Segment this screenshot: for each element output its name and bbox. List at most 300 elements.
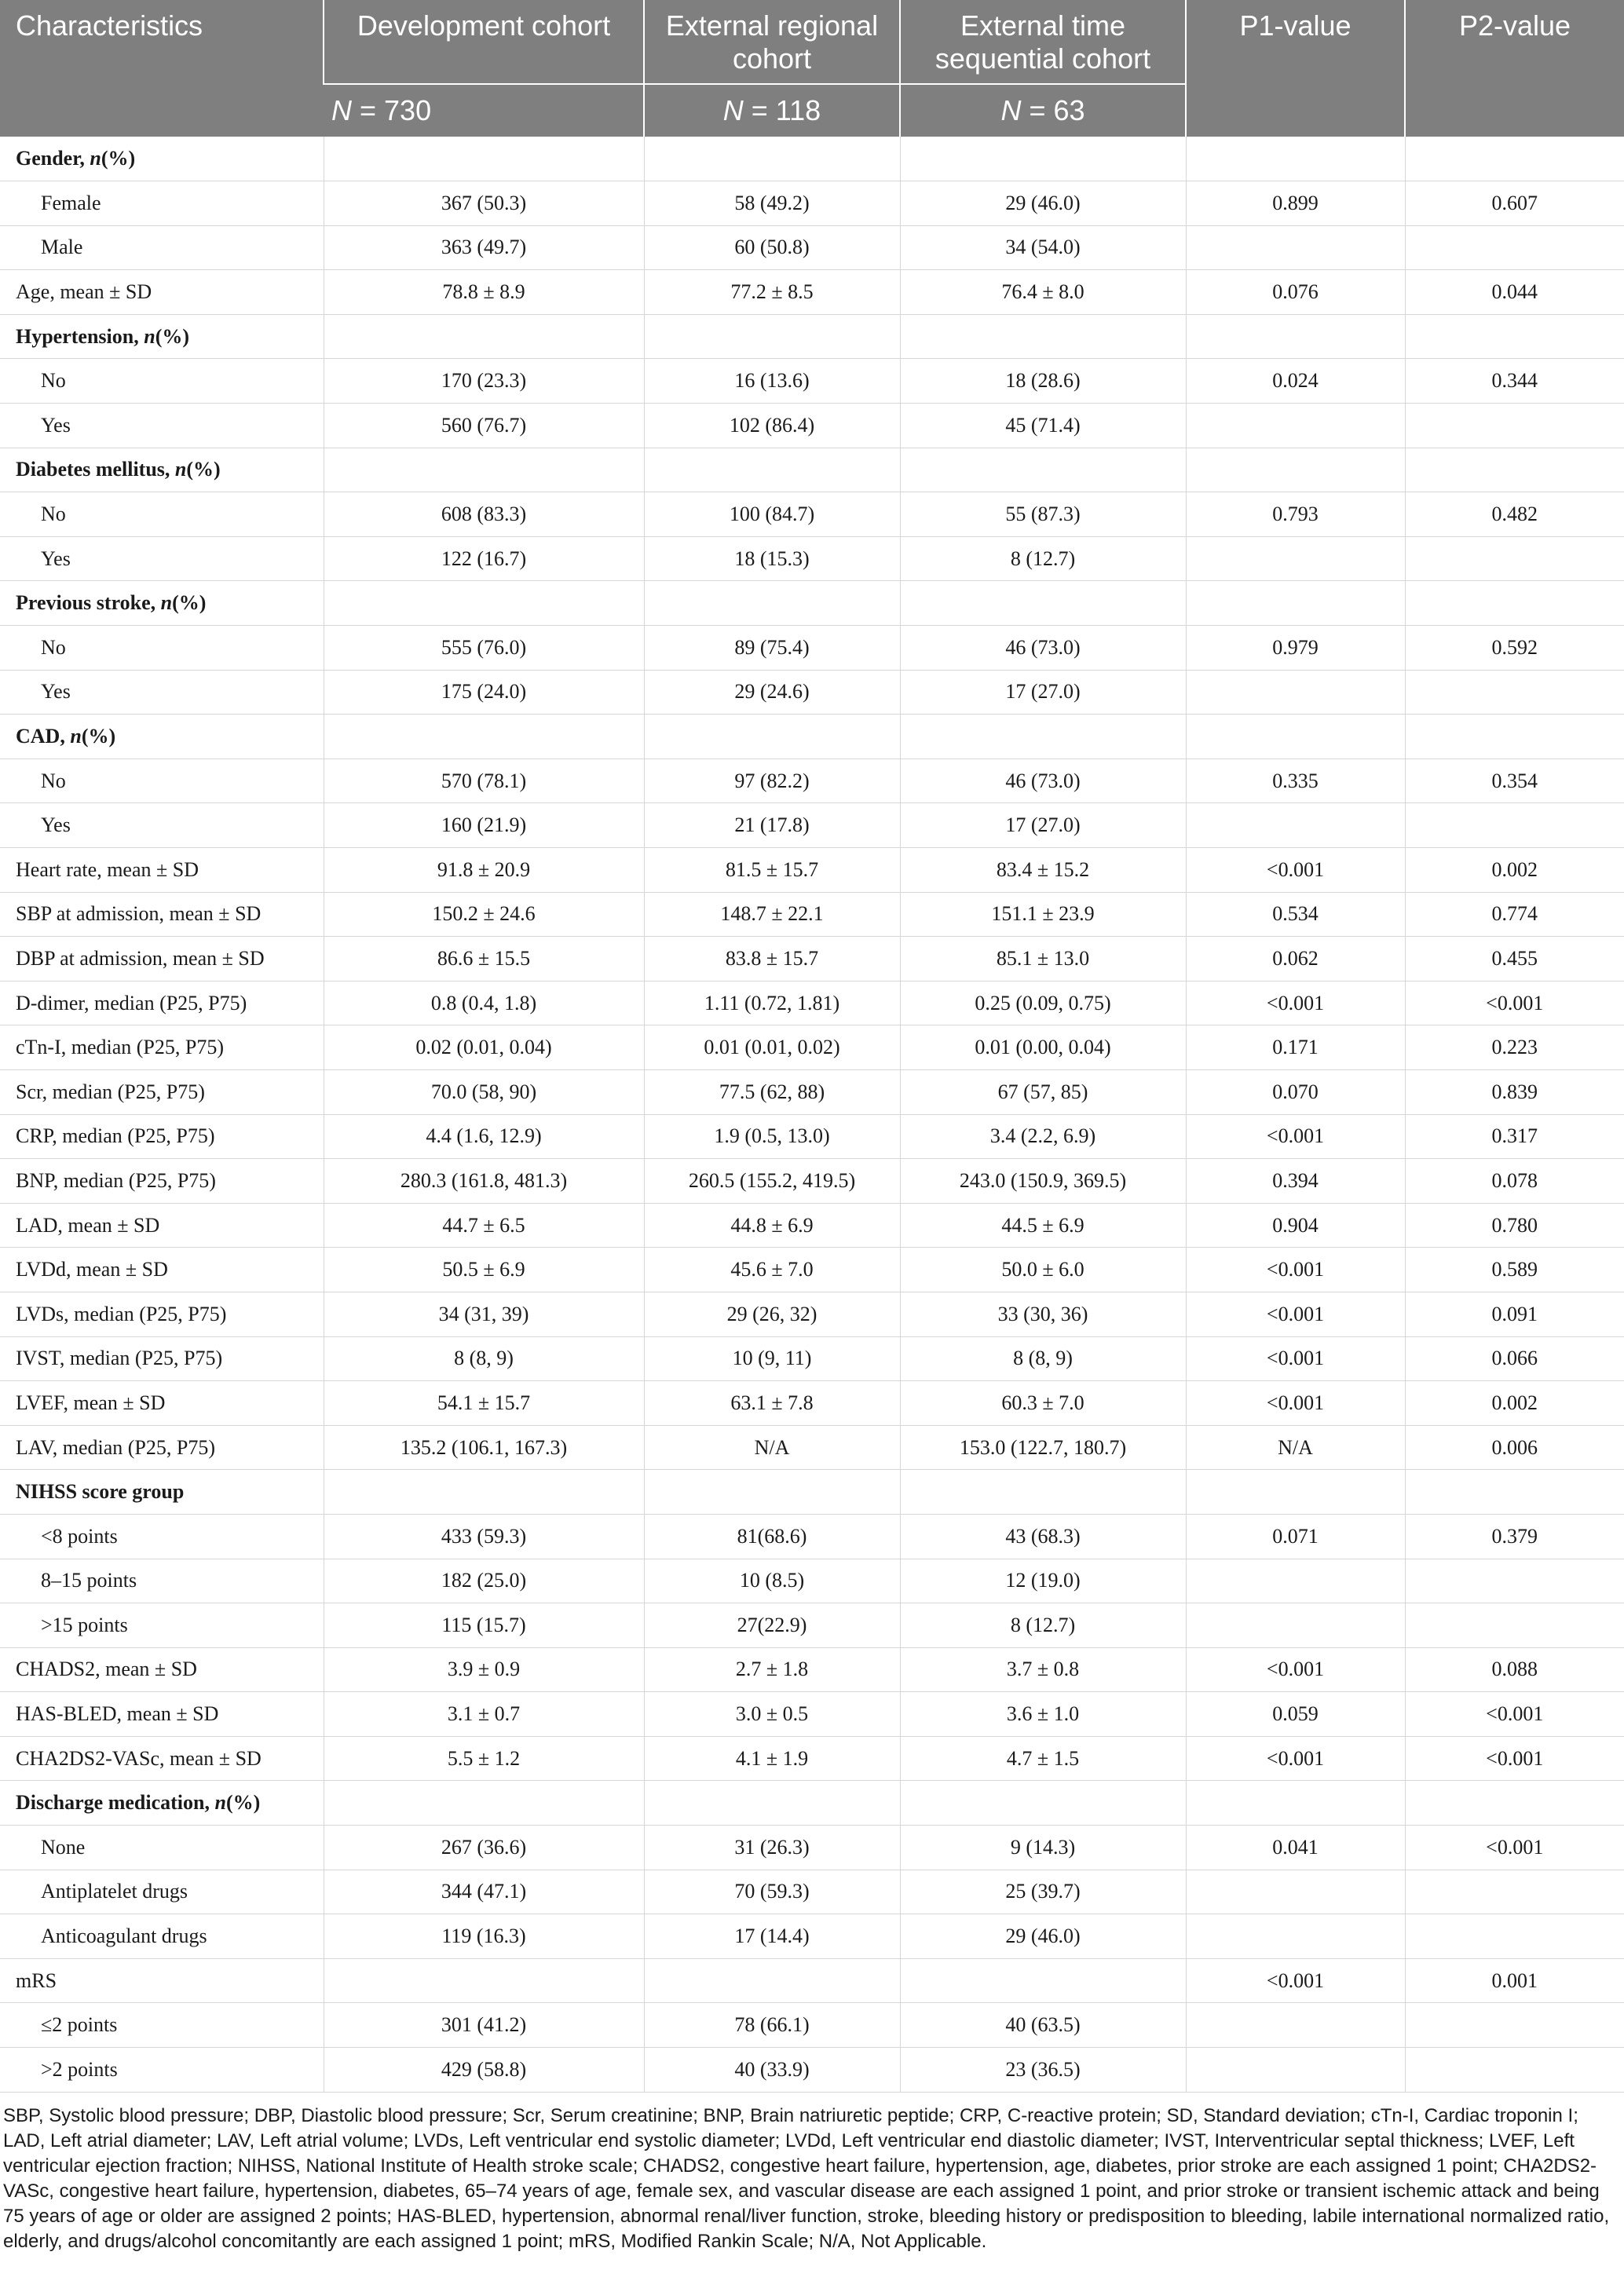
development-value: 433 (59.3) [324,1514,644,1559]
development-value: 560 (76.7) [324,404,644,448]
table-row [0,1647,1624,1692]
development-value: 91.8 ± 20.9 [324,848,644,893]
development-value: 135.2 (106.1, 167.3) [324,1425,644,1470]
regional-value: 31 (26.3) [644,1826,900,1870]
regional-value: 77.2 ± 8.5 [644,270,900,315]
row-label [0,1381,324,1426]
table-row [0,848,1624,893]
p2-value: 0.774 [1405,892,1624,937]
p2-value: 0.592 [1405,626,1624,671]
regional-value [644,137,900,181]
regional-value: 148.7 ± 22.1 [644,892,900,937]
p1-value: 0.335 [1186,759,1405,803]
p2-value: 0.088 [1405,1647,1624,1692]
time-sequential-value: 8 (12.7) [900,1603,1186,1648]
regional-value: 81(68.6) [644,1514,900,1559]
time-sequential-value [900,1781,1186,1826]
table-header [0,0,1624,137]
p2-value [1405,2003,1624,2048]
time-sequential-value: 29 (46.0) [900,181,1186,226]
p2-value: 0.006 [1405,1425,1624,1470]
row-label-text: LVEF, mean ± SD [16,1391,166,1414]
development-value: 0.8 (0.4, 1.8) [324,981,644,1025]
development-value: 150.2 ± 24.6 [324,892,644,937]
p1-value: 0.899 [1186,181,1405,226]
time-sequential-value [900,715,1186,759]
p1-value: 0.024 [1186,359,1405,404]
development-value: 78.8 ± 8.9 [324,270,644,315]
header-development-cohort: Development cohort [324,0,644,84]
p1-value [1186,404,1405,448]
row-label [0,1470,324,1515]
development-value [324,448,644,492]
p2-value [1405,137,1624,181]
row-label [0,715,324,759]
regional-value [644,581,900,626]
n-value: = 730 [352,94,432,126]
row-label [0,1958,324,2003]
development-value [324,314,644,359]
row-label-text: None [41,1835,86,1859]
n-symbol: N [722,94,744,126]
p1-value: <0.001 [1186,981,1405,1025]
row-label-text: BNP, median (P25, P75) [16,1168,216,1192]
row-label-text: No [41,769,66,792]
row-label [0,1248,324,1292]
table-footnote: SBP, Systolic blood pressure; DBP, Diastolic blood pressure; Scr, Serum creatinine; BNP, Brain natriuretic peptide; CRP, C-reactive protein; SD, Standard deviation; cTn-I, Cardiac troponin I; LAD, Left atrial diameter; LAV, Left atrial volume; LVDs, Left ventricular end systolic diameter; LVDd, Left ventricular end diastolic diameter; IVST, Interventricular septal thickness; LVEF, Left ventricular ejection fraction; NIHSS, National Institute of Health stroke scale; CHADS2, congestive heart failure, hypertension, age, diabetes, prior stroke are each assigned 1 point; CHA2DS2-VASc, congestive heart failure, hypertension, diabetes, 65–74 years of age, female sex, and vascular disease are each assigned 1 point, and prior stroke or transient ischemic attack and being 75 years of age or older are assigned 2 points; HAS-BLED, hypertension, abnormal renal/liver function, stroke, bleeding history or predisposition to bleeding, labile international normalized ratio, elderly, and drugs/alcohol concomitantly are each assigned 1 point; mRS, Modified Rankin Scale; N/A, Not Applicable. [3,2104,1610,2252]
time-sequential-value: 8 (8, 9) [900,1336,1186,1381]
regional-value: 29 (26, 32) [644,1292,900,1336]
row-label-text: Heart rate, mean ± SD [16,857,199,881]
table-row [0,1514,1624,1559]
row-label [0,448,324,492]
row-label [0,1203,324,1248]
regional-value: N/A [644,1425,900,1470]
row-label [0,1559,324,1603]
row-label-text: Yes [41,546,71,570]
row-label [0,581,324,626]
row-label-text: Discharge medication, [16,1791,215,1815]
header-characteristics: Characteristics [0,0,324,137]
row-label [0,492,324,537]
row-label-text: >2 points [41,2057,118,2081]
row-label [0,1781,324,1826]
time-sequential-value: 44.5 ± 6.9 [900,1203,1186,1248]
row-label-text: LAD, mean ± SD [16,1213,160,1237]
table-row [0,1559,1624,1603]
development-value: 570 (78.1) [324,759,644,803]
row-label-text: CHADS2, mean ± SD [16,1658,197,1681]
table-row [0,225,1624,270]
p2-value [1405,404,1624,448]
development-value: 608 (83.3) [324,492,644,537]
development-value: 86.6 ± 15.5 [324,937,644,981]
regional-value: 16 (13.6) [644,359,900,404]
p2-value [1405,448,1624,492]
time-sequential-value: 50.0 ± 6.0 [900,1248,1186,1292]
development-value: 119 (16.3) [324,1914,644,1959]
regional-value [644,314,900,359]
p1-value: 0.041 [1186,1826,1405,1870]
p1-value [1186,2003,1405,2048]
time-sequential-value: 18 (28.6) [900,359,1186,404]
p1-value: 0.070 [1186,1069,1405,1114]
row-label [0,2003,324,2048]
row-label [0,1647,324,1692]
time-sequential-value: 3.7 ± 0.8 [900,1647,1186,1692]
p2-value [1405,1870,1624,1914]
table-row [0,1914,1624,1959]
row-label-text: IVST, median (P25, P75) [16,1347,223,1370]
regional-value: 0.01 (0.01, 0.02) [644,1025,900,1070]
regional-value: 83.8 ± 15.7 [644,937,900,981]
p1-value: 0.793 [1186,492,1405,537]
table-row [0,626,1624,671]
development-value [324,715,644,759]
regional-value: 4.1 ± 1.9 [644,1736,900,1781]
development-value: 170 (23.3) [324,359,644,404]
p2-value: 0.001 [1405,1958,1624,2003]
p2-value: 0.044 [1405,270,1624,315]
table-row [0,1692,1624,1737]
regional-value: 2.7 ± 1.8 [644,1647,900,1692]
time-sequential-value: 3.4 (2.2, 6.9) [900,1114,1186,1159]
p1-value: <0.001 [1186,848,1405,893]
table-row [0,1159,1624,1204]
p1-value [1186,1781,1405,1826]
table-group-row [0,448,1624,492]
p1-value: 0.076 [1186,270,1405,315]
row-label-suffix: (%) [172,591,207,615]
p2-value: <0.001 [1405,981,1624,1025]
row-label [0,536,324,581]
time-sequential-value [900,137,1186,181]
table-row [0,1603,1624,1648]
regional-value: 18 (15.3) [644,536,900,581]
header-external-regional-cohort: External regional cohort [644,0,900,84]
development-value: 175 (24.0) [324,670,644,715]
p2-value [1405,314,1624,359]
p2-value: 0.066 [1405,1336,1624,1381]
development-value: 429 (58.8) [324,2048,644,2093]
row-label [0,670,324,715]
development-value: 363 (49.7) [324,225,644,270]
row-label-text: No [41,503,66,526]
regional-value: 29 (24.6) [644,670,900,715]
table-row [0,1069,1624,1114]
row-label-italic: n [214,1791,226,1815]
time-sequential-value: 8 (12.7) [900,536,1186,581]
table-group-row [0,581,1624,626]
regional-value: 100 (84.7) [644,492,900,537]
time-sequential-value: 17 (27.0) [900,670,1186,715]
regional-value: 1.9 (0.5, 13.0) [644,1114,900,1159]
time-sequential-value: 83.4 ± 15.2 [900,848,1186,893]
p2-value [1405,225,1624,270]
regional-value: 58 (49.2) [644,181,900,226]
p2-value: 0.780 [1405,1203,1624,1248]
p1-value: <0.001 [1186,1292,1405,1336]
row-label-text: HAS-BLED, mean ± SD [16,1702,219,1726]
row-label [0,1736,324,1781]
p1-value [1186,803,1405,848]
time-sequential-value: 0.01 (0.00, 0.04) [900,1025,1186,1070]
time-sequential-value: 3.6 ± 1.0 [900,1692,1186,1737]
p2-value: 0.078 [1405,1159,1624,1204]
time-sequential-value: 29 (46.0) [900,1914,1186,1959]
row-label [0,404,324,448]
development-value: 8 (8, 9) [324,1336,644,1381]
row-label-text: ≤2 points [41,2013,118,2037]
p1-value: <0.001 [1186,1336,1405,1381]
development-value: 3.1 ± 0.7 [324,1692,644,1737]
development-value: 4.4 (1.6, 12.9) [324,1114,644,1159]
row-label-text: D-dimer, median (P25, P75) [16,991,247,1014]
row-label [0,1603,324,1648]
table-group-row [0,1470,1624,1515]
header-external-time-sequential-cohort: External time sequential cohort [900,0,1186,84]
p1-value: 0.062 [1186,937,1405,981]
row-label-text: CRP, median (P25, P75) [16,1124,215,1148]
table-row [0,2003,1624,2048]
regional-value: 60 (50.8) [644,225,900,270]
row-label-italic: n [70,725,82,748]
development-value [324,137,644,181]
row-label [0,2048,324,2093]
row-label-text: CHA2DS2-VASc, mean ± SD [16,1746,262,1770]
table-row [0,492,1624,537]
development-value: 54.1 ± 15.7 [324,1381,644,1426]
development-value: 160 (21.9) [324,803,644,848]
time-sequential-value: 12 (19.0) [900,1559,1186,1603]
time-sequential-value: 23 (36.5) [900,2048,1186,2093]
row-label-text: CAD, [16,725,71,748]
p1-value [1186,2048,1405,2093]
regional-value: 21 (17.8) [644,803,900,848]
p1-value [1186,448,1405,492]
row-label [0,1025,324,1070]
row-label-text: Age, mean ± SD [16,280,152,304]
table-row [0,759,1624,803]
row-label-italic: n [90,147,101,170]
row-label-text: NIHSS score group [16,1480,185,1504]
p1-value: 0.904 [1186,1203,1405,1248]
time-sequential-value: 4.7 ± 1.5 [900,1736,1186,1781]
p2-value [1405,581,1624,626]
p2-value [1405,1603,1624,1648]
row-label-text: LAV, median (P25, P75) [16,1435,215,1459]
row-label-suffix: (%) [186,458,221,481]
p2-value: <0.001 [1405,1692,1624,1737]
p1-value: <0.001 [1186,1381,1405,1426]
header-n-time-sequential [900,84,1186,137]
development-value: 5.5 ± 1.2 [324,1736,644,1781]
time-sequential-value [900,581,1186,626]
row-label [0,1336,324,1381]
row-label-text: SBP at admission, mean ± SD [16,902,262,926]
time-sequential-value [900,314,1186,359]
p1-value [1186,225,1405,270]
row-label [0,137,324,181]
regional-value [644,1470,900,1515]
time-sequential-value: 45 (71.4) [900,404,1186,448]
development-value: 115 (15.7) [324,1603,644,1648]
development-value [324,1781,644,1826]
p2-value [1405,536,1624,581]
table-row [0,892,1624,937]
table-group-row [0,137,1624,181]
p2-value [1405,1559,1624,1603]
p1-value: <0.001 [1186,1647,1405,1692]
row-label-text: Female [41,191,101,214]
row-label [0,1870,324,1914]
row-label-text: No [41,369,66,393]
row-label-text: No [41,635,66,659]
p2-value: 0.354 [1405,759,1624,803]
row-label-text: DBP at admission, mean ± SD [16,946,265,970]
p2-value: 0.482 [1405,492,1624,537]
table-row [0,670,1624,715]
development-value [324,581,644,626]
time-sequential-value: 40 (63.5) [900,2003,1186,2048]
p1-value [1186,1603,1405,1648]
regional-value: 260.5 (155.2, 419.5) [644,1159,900,1204]
table-group-row [0,715,1624,759]
header-p1-value: P1-value [1186,0,1405,137]
p1-value: 0.394 [1186,1159,1405,1204]
row-label-suffix: (%) [225,1791,261,1815]
p1-value: <0.001 [1186,1736,1405,1781]
time-sequential-value: 25 (39.7) [900,1870,1186,1914]
header-p2-value: P2-value [1405,0,1624,137]
time-sequential-value: 151.1 ± 23.9 [900,892,1186,937]
row-label-text: Antiplatelet drugs [41,1880,188,1903]
time-sequential-value [900,448,1186,492]
row-label [0,1069,324,1114]
p2-value: 0.002 [1405,848,1624,893]
p1-value [1186,581,1405,626]
table-row [0,1870,1624,1914]
p2-value: 0.589 [1405,1248,1624,1292]
row-label [0,1425,324,1470]
row-label-text: Scr, median (P25, P75) [16,1080,205,1103]
p1-value [1186,137,1405,181]
p1-value: N/A [1186,1425,1405,1470]
n-symbol: N [1000,94,1022,126]
regional-value: 63.1 ± 7.8 [644,1381,900,1426]
p2-value: 0.379 [1405,1514,1624,1559]
regional-value: 3.0 ± 0.5 [644,1692,900,1737]
row-label [0,892,324,937]
p1-value: 0.979 [1186,626,1405,671]
table-row [0,181,1624,226]
p1-value [1186,314,1405,359]
row-label-italic: n [144,324,155,348]
table-row [0,937,1624,981]
table-row [0,1826,1624,1870]
regional-value [644,715,900,759]
development-value: 367 (50.3) [324,181,644,226]
regional-value: 97 (82.2) [644,759,900,803]
development-value: 344 (47.1) [324,1870,644,1914]
table-row [0,1203,1624,1248]
n-value: = 118 [743,94,821,126]
row-label [0,1826,324,1870]
p2-value [1405,1914,1624,1959]
regional-value: 10 (9, 11) [644,1336,900,1381]
time-sequential-value: 76.4 ± 8.0 [900,270,1186,315]
table-row [0,981,1624,1025]
regional-value: 78 (66.1) [644,2003,900,2048]
table-row [0,270,1624,315]
p1-value [1186,715,1405,759]
p1-value: 0.171 [1186,1025,1405,1070]
p2-value [1405,1781,1624,1826]
row-label-text: Hypertension, [16,324,144,348]
regional-value: 102 (86.4) [644,404,900,448]
row-label-text: >15 points [41,1613,128,1636]
table-row [0,359,1624,404]
table-row [0,2048,1624,2093]
development-value: 50.5 ± 6.9 [324,1248,644,1292]
regional-value: 1.11 (0.72, 1.81) [644,981,900,1025]
row-label [0,759,324,803]
row-label-suffix: (%) [155,324,190,348]
n-value: = 63 [1021,94,1085,126]
time-sequential-value: 243.0 (150.9, 369.5) [900,1159,1186,1204]
row-label-suffix: (%) [101,147,136,170]
p1-value [1186,1559,1405,1603]
time-sequential-value: 55 (87.3) [900,492,1186,537]
row-label-text: Yes [41,413,71,437]
development-value: 44.7 ± 6.5 [324,1203,644,1248]
table-row [0,404,1624,448]
table-group-row [0,314,1624,359]
regional-value: 45.6 ± 7.0 [644,1248,900,1292]
row-label-text: Yes [41,813,71,837]
development-value: 267 (36.6) [324,1826,644,1870]
development-value: 34 (31, 39) [324,1292,644,1336]
table-row [0,803,1624,848]
development-value: 122 (16.7) [324,536,644,581]
p2-value [1405,670,1624,715]
n-symbol: N [331,94,352,126]
regional-value: 40 (33.9) [644,2048,900,2093]
table-row [0,1958,1624,2003]
time-sequential-value: 0.25 (0.09, 0.75) [900,981,1186,1025]
p2-value [1405,2048,1624,2093]
development-value [324,1958,644,2003]
regional-value [644,1958,900,2003]
row-label [0,937,324,981]
row-label-text: <8 points [41,1524,118,1548]
p2-value [1405,715,1624,759]
table-row [0,536,1624,581]
time-sequential-value: 9 (14.3) [900,1826,1186,1870]
p1-value: 0.071 [1186,1514,1405,1559]
p2-value: <0.001 [1405,1826,1624,1870]
p1-value: <0.001 [1186,1958,1405,2003]
regional-value [644,448,900,492]
table-group-row [0,1781,1624,1826]
row-label [0,1159,324,1204]
row-label-text: Gender, [16,147,90,170]
regional-value: 27(22.9) [644,1603,900,1648]
p2-value: 0.091 [1405,1292,1624,1336]
table-body [0,137,1624,2092]
row-label [0,848,324,893]
p2-value: 0.002 [1405,1381,1624,1426]
